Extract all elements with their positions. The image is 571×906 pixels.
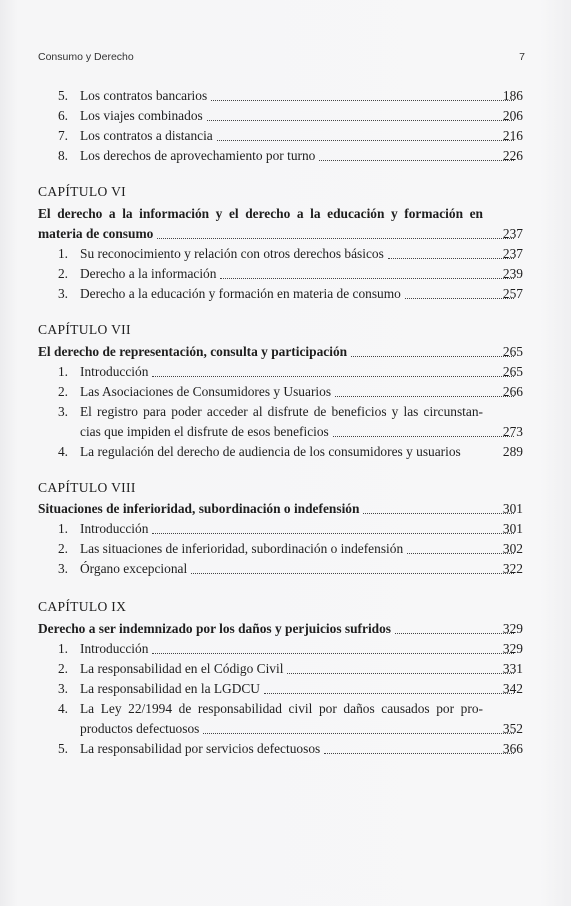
chapter-title: El derecho de representación, consulta y participación xyxy=(38,344,348,359)
entry-title-line1: El registro para poder acceder al disfrute de beneficios y las circunstan- xyxy=(80,404,483,419)
chapter-title: Derecho a ser indemnizado por los daños y perjuicios sufridos xyxy=(38,621,392,636)
entry-page: 342 xyxy=(502,681,523,696)
entry-page: 366 xyxy=(502,741,523,756)
entry-number: 3. xyxy=(57,681,68,696)
chapter-page: 237 xyxy=(502,226,523,241)
entry-number: 1. xyxy=(57,364,68,379)
entry-page: 239 xyxy=(502,266,523,281)
chapter-title: El derecho a la información y el derecho a la educación y formación en xyxy=(38,206,483,221)
entry-number: 5. xyxy=(57,88,68,103)
entry-title: Los viajes combinados xyxy=(80,108,203,123)
chapter-page: 265 xyxy=(502,344,523,359)
toc-entry xyxy=(0,264,571,284)
toc-entry xyxy=(0,739,571,759)
toc-entry xyxy=(0,539,571,559)
chapter-label: CAPÍTULO VI xyxy=(38,184,127,199)
entry-title: Introducción xyxy=(80,521,149,536)
chapter-page: 301 xyxy=(502,501,523,516)
entry-title: Las Asociaciones de Consumidores y Usuarios xyxy=(80,384,332,399)
entry-number: 3. xyxy=(57,561,68,576)
toc-entry xyxy=(0,559,571,579)
dot-leader xyxy=(152,653,514,654)
entry-page: 322 xyxy=(502,561,523,576)
entry-page: 301 xyxy=(502,521,523,536)
entry-number: 2. xyxy=(57,266,68,281)
toc-entry xyxy=(0,382,571,402)
entry-page: 302 xyxy=(502,541,523,556)
entry-number: 4. xyxy=(57,444,68,459)
entry-title: La regulación del derecho de audiencia de los consumidores y usuarios xyxy=(80,444,461,459)
toc-entry xyxy=(0,442,571,462)
toc-entry xyxy=(0,284,571,304)
entry-number: 8. xyxy=(57,148,68,163)
entry-page: 216 xyxy=(502,128,523,143)
entry-page: 237 xyxy=(502,246,523,261)
entry-title-line2: cias que impiden el disfrute de esos beneficios xyxy=(80,424,329,439)
page-number: 7 xyxy=(519,51,525,63)
entry-title: Derecho a la información xyxy=(80,266,217,281)
entry-page: 289 xyxy=(502,444,523,459)
dot-leader xyxy=(287,673,514,674)
dot-leader xyxy=(152,376,514,377)
dot-leader xyxy=(211,100,514,101)
entry-title: Los contratos a distancia xyxy=(80,128,213,143)
entry-title: Los contratos bancarios xyxy=(80,88,208,103)
entry-page: 266 xyxy=(502,384,523,399)
toc-entry xyxy=(0,244,571,264)
entry-title-line1: La Ley 22/1994 de responsabilidad civil por daños causados por pro- xyxy=(80,701,483,716)
entry-title: Su reconocimiento y relación con otros derechos básicos xyxy=(80,246,384,261)
entry-number: 7. xyxy=(57,128,68,143)
entry-title: La responsabilidad en el Código Civil xyxy=(80,661,284,676)
entry-title: Introducción xyxy=(80,364,149,379)
entry-page: 331 xyxy=(502,661,523,676)
entry-page: 352 xyxy=(502,721,523,736)
entry-title: La responsabilidad por servicios defectuosos xyxy=(80,741,321,756)
entry-title: La responsabilidad en la LGDCU xyxy=(80,681,260,696)
toc-entry-line2 xyxy=(0,719,571,739)
toc-entry xyxy=(0,86,571,106)
dot-leader xyxy=(207,120,514,121)
dot-leader xyxy=(264,693,514,694)
entry-title: Los derechos de aprovechamiento por turno xyxy=(80,148,316,163)
dot-leader xyxy=(191,573,514,574)
entry-title: Derecho a la educación y formación en materia de consumo xyxy=(80,286,401,301)
running-head: Consumo y Derecho xyxy=(38,51,134,63)
entry-number: 5. xyxy=(57,741,68,756)
entry-page: 273 xyxy=(502,424,523,439)
chapter-title: Situaciones de inferioridad, subordinación o indefensión xyxy=(38,501,360,516)
entry-number: 2. xyxy=(57,661,68,676)
entry-number: 6. xyxy=(57,108,68,123)
chapter-label: CAPÍTULO IX xyxy=(38,599,127,614)
entry-title: Las situaciones de inferioridad, subordinación o indefensión xyxy=(80,541,404,556)
toc-entry xyxy=(0,106,571,126)
entry-page: 329 xyxy=(502,641,523,656)
entry-page: 206 xyxy=(502,108,523,123)
entry-number: 4. xyxy=(57,701,68,716)
entry-number: 3. xyxy=(57,286,68,301)
dot-leader xyxy=(220,278,514,279)
toc-entry xyxy=(0,519,571,539)
toc-entry xyxy=(0,146,571,166)
chapter-label: CAPÍTULO VII xyxy=(38,322,131,337)
toc-entry xyxy=(0,362,571,382)
chapter-page: 329 xyxy=(502,621,523,636)
entry-number: 2. xyxy=(57,384,68,399)
dot-leader xyxy=(157,238,514,239)
entry-page: 186 xyxy=(502,88,523,103)
entry-number: 2. xyxy=(57,541,68,556)
dot-leader xyxy=(152,533,514,534)
toc-entry xyxy=(0,639,571,659)
entry-title: Órgano excepcional xyxy=(80,561,188,576)
entry-number: 1. xyxy=(57,641,68,656)
entry-title-line2: productos defectuosos xyxy=(80,721,200,736)
toc-entry-line2 xyxy=(0,422,571,442)
toc-entry xyxy=(0,659,571,679)
entry-number: 3. xyxy=(57,404,68,419)
entry-page: 226 xyxy=(502,148,523,163)
entry-page: 257 xyxy=(502,286,523,301)
entry-title: Introducción xyxy=(80,641,149,656)
dot-leader xyxy=(217,140,514,141)
entry-number: 1. xyxy=(57,246,68,261)
toc-entry xyxy=(0,126,571,146)
entry-number: 1. xyxy=(57,521,68,536)
entry-page: 265 xyxy=(502,364,523,379)
toc-entry xyxy=(0,679,571,699)
chapter-title: materia de consumo xyxy=(38,226,154,241)
chapter-label: CAPÍTULO VIII xyxy=(38,480,136,495)
dot-leader xyxy=(203,733,514,734)
